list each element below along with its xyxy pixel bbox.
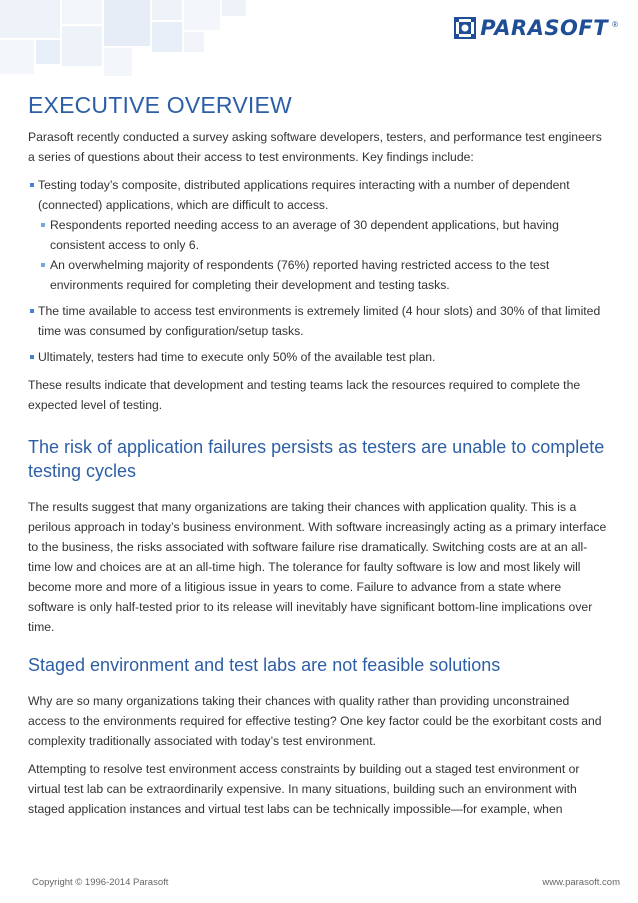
section-paragraph: Why are so many organizations taking their chances with quality rather than providing unconstrained access to the environments required for effective testing? One key factor could be the exorbitant costs and complexity traditionally associated with today’s test environment. (28, 694, 602, 748)
parasoft-logo-icon (454, 17, 476, 39)
copyright-text: Copyright © 1996-2014 Parasoft (32, 877, 169, 888)
intro-paragraph: Parasoft recently conducted a survey asking software developers, testers, and performance test engineers a series of questions about their access to test environments. Key findings include: (28, 130, 602, 164)
sub-findings-list (38, 215, 610, 295)
list-item: The time available to access test environments is extremely limited (4 hour slots) and 30% of that limited time was consumed by configuration/setup tasks. (28, 301, 610, 341)
logo-text: PARASOFT (480, 16, 609, 40)
parasoft-logo (454, 16, 618, 40)
page-title: EXECUTIVE OVERVIEW (28, 92, 292, 118)
finding-text: Testing today’s composite, distributed applications requires interacting with a number of dependent (connected) applications, which are difficult to access. (38, 178, 570, 212)
section-paragraph: Attempting to resolve test environment access constraints by building out a staged test environment or virtual test lab can be extraordinarily expensive. In many situations, building such an environment with staged application instances and virtual test labs can be technically impossible—for example, when (28, 762, 580, 816)
header-mosaic-decoration (0, 0, 300, 95)
section-heading: The risk of application failures persists as testers are unable to complete testing cycles (28, 437, 605, 481)
list-item (28, 175, 610, 295)
document-body (28, 92, 610, 819)
website-link[interactable]: www.parasoft.com (542, 877, 620, 888)
key-findings-list (28, 175, 610, 367)
conclusion-paragraph: These results indicate that development and testing teams lack the resources required to complete the expected level of testing. (28, 378, 581, 412)
section-heading: Staged environment and test labs are not feasible solutions (28, 655, 501, 675)
list-item: Ultimately, testers had time to execute only 50% of the available test plan. (28, 347, 610, 367)
section-paragraph: The results suggest that many organizations are taking their chances with application quality. This is a perilous approach in today’s business environment. With software increasingly acting as a primary interface to the business, the risks associated with software failure rise dramatically. Switching costs are at an all-time low and choices are at an all-time high. The tolerance for faulty software is low and most likely will become more and more of a litigious issue in years to come. Failure to advance from a state where software is only half-tested prior to its release will inevitably have significant bottom-line implications over time. (28, 500, 607, 634)
page-footer (32, 877, 620, 888)
logo-registered-mark: ® (612, 20, 618, 29)
list-item: Respondents reported needing access to an average of 30 dependent applications, but having consistent access to only 6. (38, 215, 610, 255)
list-item: An overwhelming majority of respondents (76%) reported having restricted access to the test environments required for completing their development and testing tasks. (38, 255, 610, 295)
